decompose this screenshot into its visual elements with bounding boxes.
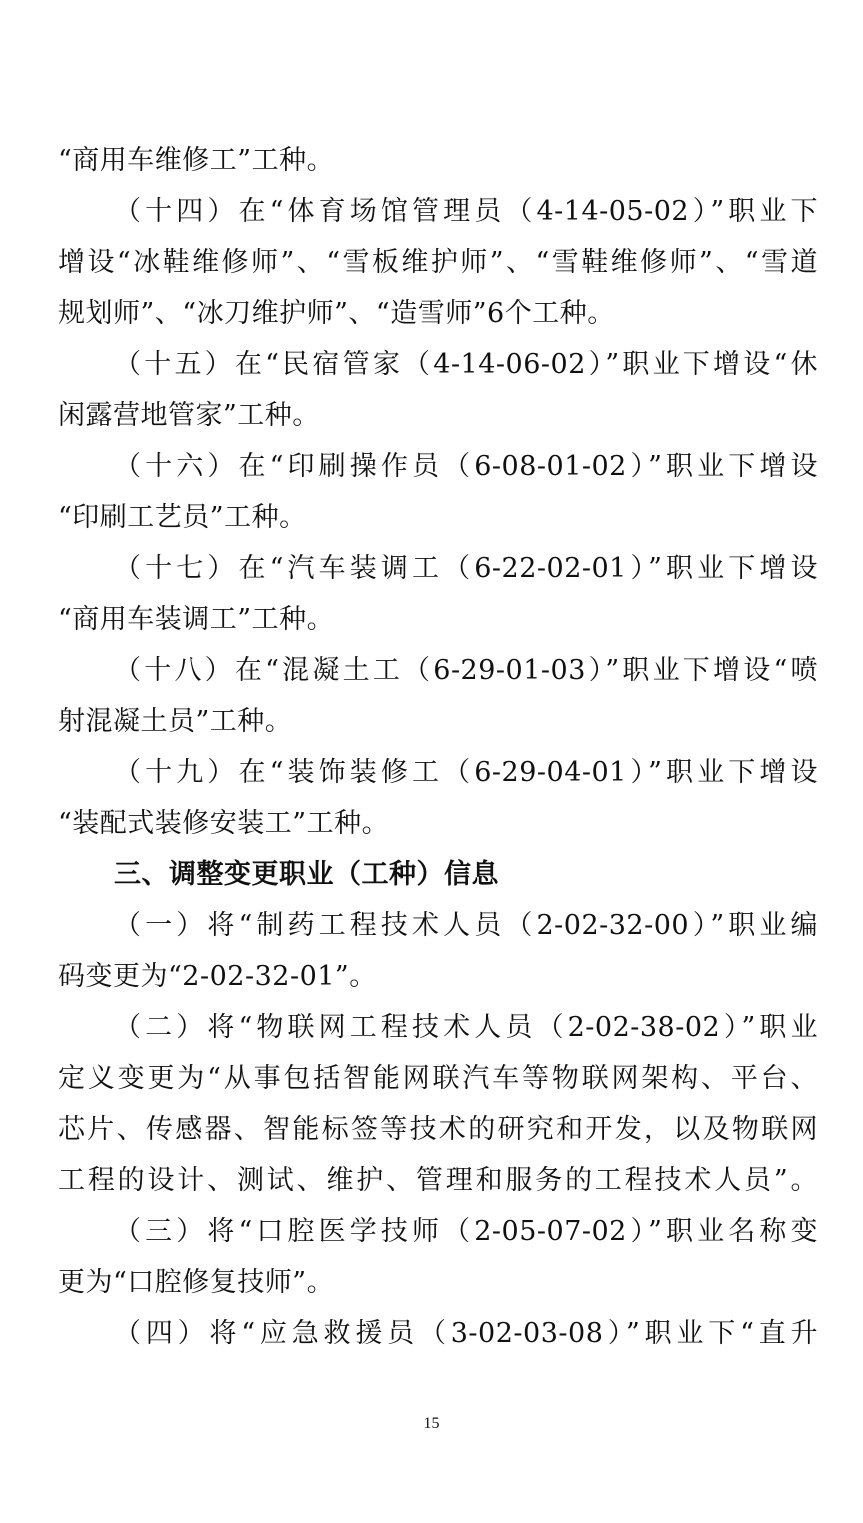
text-line: （十九）在“装饰装修工（6-29-04-01）”职业下增设 (114, 757, 818, 788)
text-line: （十四）在“体育场馆管理员（4-14-05-02）”职业下 (114, 196, 818, 227)
text-line: 闲露营地管家”工种。 (58, 400, 320, 431)
text-line: （十六）在“印刷操作员（6-08-01-02）”职业下增设 (114, 451, 818, 482)
text-line: 增设“冰鞋维修师”、“雪板维护师”、“雪鞋维修师”、“雪道 (58, 247, 818, 278)
text-line: （二）将“物联网工程技术人员（2-02-38-02）”职业 (114, 1012, 818, 1043)
text-line: “商用车维修工”工种。 (58, 145, 335, 176)
text-line: 工程的设计、测试、维护、管理和服务的工程技术人员”。 (58, 1165, 818, 1196)
text-line: 定义变更为“从事包括智能网联汽车等物联网架构、平台、 (58, 1063, 818, 1094)
text-line: （一）将“制药工程技术人员（2-02-32-00）”职业编 (114, 910, 818, 941)
text-line: 码变更为“2-02-32-01”。 (58, 961, 377, 992)
text-line: “装配式装修安装工”工种。 (58, 808, 390, 839)
text-line: （十七）在“汽车装调工（6-22-02-01）”职业下增设 (114, 553, 818, 584)
text-line: 芯片、传感器、智能标签等技术的研究和开发，以及物联网 (58, 1114, 818, 1145)
text-line: （三）将“口腔医学技师（2-05-07-02）”职业名称变 (114, 1216, 818, 1247)
text-line: 规划师”、“冰刀维护师”、“造雪师”6个工种。 (58, 298, 615, 329)
text-line: “印刷工艺员”工种。 (58, 502, 307, 533)
text-line: “商用车装调工”工种。 (58, 604, 335, 635)
text-line: （十五）在“民宿管家（4-14-06-02）”职业下增设“休 (114, 349, 818, 380)
page-number: 15 (423, 1415, 440, 1432)
text-line: 更为“口腔修复技师”。 (58, 1267, 335, 1298)
text-line: 射混凝土员”工种。 (58, 706, 293, 737)
text-line: （四）将“应急救援员（3-02-03-08）”职业下“直升 (114, 1318, 818, 1349)
text-line: （十八）在“混凝土工（6-29-01-03）”职业下增设“喷 (114, 655, 818, 686)
section-heading: 三、调整变更职业（工种）信息 (114, 859, 499, 890)
